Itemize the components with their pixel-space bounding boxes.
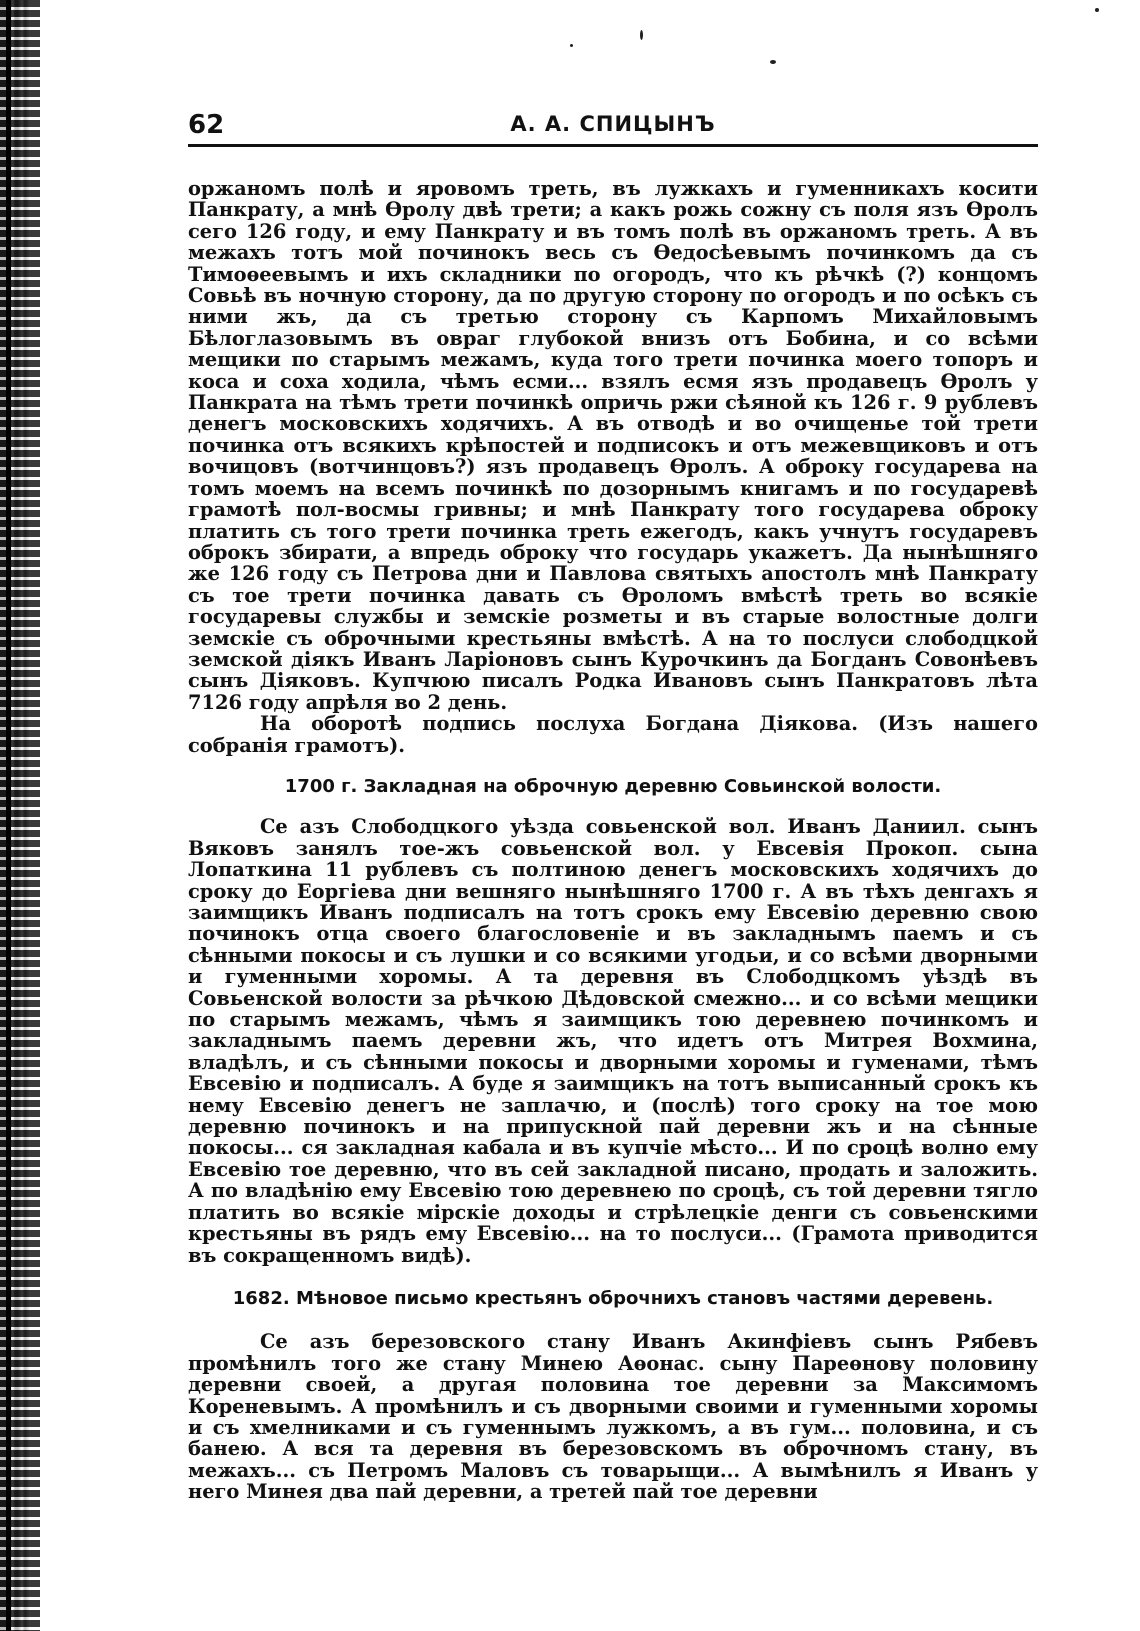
paragraph-exchange-1682: Се азъ березовского стану Иванъ Акинфіевъ сынъ Рябевъ промѣнилъ того же стану Минею Аѳонас. сыну Пареѳнову половину деревни своей, а другая половина тое деревни за Максимомъ Кореневымъ. А промѣнилъ и съ дворными своими и гуменными хоромы и съ хмелниками и съ гуменнымъ лужкомъ, а въ гум... половина, и съ банею. А вся та деревня въ березовскомъ въ оброчномъ стану, въ межахъ... съ Петромъ Маловъ съ товарыщи... А вымѣнилъ я Иванъ у него Минея два пай деревни, а третей пай тое деревни <box>188 1330 1038 1504</box>
paragraph-note: На оборотѣ подпись послуха Богдана Діякова. (Изъ нашего собранія грамотъ). <box>188 712 1038 757</box>
scan-speck <box>770 60 776 64</box>
paragraph-deed-1618: оржаномъ полѣ и яровомъ треть, въ лужкахъ и гуменникахъ косити Панкрату, а мнѣ Ѳролу двѣ трети; а какъ рожь сожну съ поля язъ Ѳролъ сего 126 году, и ему Панкрату и въ томъ полѣ въ оржаномъ треть. А въ межахъ тотъ мой починокъ весь съ Ѳедосѣевымъ починкомъ да съ Тимоѳеевымъ и ихъ складники по огородъ, что къ рѣчкѣ (?) концомъ Совьѣ въ ночную сторону, да по другую сторону по огородъ и по осѣкъ съ ними жъ, да съ третью сторону съ Карпомъ Михайловымъ Бѣлоглазовымъ въ овраг глубокой внизъ отъ Бобина, и со всѣми мещики по старымъ межамъ, куда того трети починка моего топоръ и коса и соха ходила, чѣмъ есми... взялъ есмя язъ продавецъ Ѳролъ у Панкрата на тѣмъ трети починкѣ опричь ржи сѣяной къ 126 г. 9 рублевъ денегъ московскихъ ходячихъ. А въ отводѣ и во очищенье той трети починка отъ всякихъ крѣпостей и подписокъ и отъ межевщиковъ и отъ вочицовъ (вотчинцовъ?) язъ продавецъ Ѳролъ. А оброку государева на томъ моемъ на всемъ починкѣ по дозорнымъ книгамъ и по государевѣ грамотѣ пол-восмы гривны; и мнѣ Панкрату того государева оброку платить съ того трети починка треть ежегодъ, какъ учнутъ государевъ оброкъ збирати, а впредь оброку что государь укажетъ. Да нынѣшняго же 126 году съ Петрова дни и Павлова святыхъ апостолъ мнѣ Панкрату съ тое трети починка давать съ Ѳроломъ вмѣстѣ треть во всякіе государевы службы и земскіе розметы и въ старые волостные долги земскіе съ оброчными крестьяны вмѣстѣ. А на то послуси слободцкой земской діякъ Иванъ Ларіоновъ сынъ Курочкинъ да Богданъ Совонѣевъ сынъ Діяковъ. Купчюю писалъ Родка Ивановъ сынъ Панкратовъ лѣта 7126 году апрѣля во 2 день. <box>188 177 1038 714</box>
page-header <box>188 106 1038 146</box>
paragraph-mortgage-1700: Се азъ Слободцкого уѣзда совьенской вол. Иванъ Даниил. сынъ Вяковъ занялъ тое-жъ совьенской вол. у Евсевія Прокоп. сына Лопаткина 11 рублевъ съ полтиною денегъ московскихъ ходячихъ до сроку до Еоргіева дни вешняго нынѣшняго 1700 г. А въ тѣхъ денгахъ я заимщикъ Иванъ подписалъ на тотъ срокъ ему Евсевію деревню свою починокъ отца своего благословеніе и въ закладнымъ паемъ и съ сѣнными покосы и съ лушки и со всякими угодьи, и со всѣми дворными и гуменными хоромы. А та деревня въ Слободцкомъ уѣздѣ въ Совьенской волости за рѣчкою Дѣдовской смежно... и со всѣми мещики по старымъ межамъ, чѣмъ я заимщикъ тою деревнею починкомъ и закладнымъ паемъ деревни жъ, что идетъ отъ Митрея Вохмина, владѣлъ, и съ сѣнными покосы и дворными хоромы и гуменами, тѣмъ Евсевію и подписалъ. А буде я заимщикъ на тотъ выписанный срокъ къ нему Евсевію денегъ не заплачю, и (послѣ) того сроку на тое мою деревню починокъ и на припускной пай деревни жъ и на сѣнные покосы... ся закладная кабала и въ купчіе мѣсто... И по сроцѣ волно ему Евсевію тое деревню, что въ сей закладной писано, продать и заложить. А по владѣнію ему Евсевію тою деревнею по сроцѣ, съ той деревни тягло платить во всякіе мірскіе доходы и стрѣлецкіе денги съ совьенскими крестьяны въ рядъ ему Евсевію... на то послуси... (Грамота приводится въ сокращенномъ видѣ). <box>188 815 1038 1267</box>
section-heading-1700: 1700 г. Закладная на оброчную деревню Совьинской волости. <box>284 775 942 797</box>
scan-speck <box>640 30 643 40</box>
page-body <box>188 178 1038 1503</box>
page-binding-shadow <box>6 0 11 1631</box>
scan-speck <box>1095 8 1099 12</box>
section-heading-1682: 1682. Мѣновое письмо крестьянъ оброчнихъ становъ частями деревень. <box>232 1287 994 1309</box>
scan-speck <box>570 44 573 47</box>
running-head: А. А. СПИЦЫНЪ <box>510 112 716 136</box>
page-number: 62 <box>188 110 225 140</box>
header-rule <box>188 144 1038 147</box>
